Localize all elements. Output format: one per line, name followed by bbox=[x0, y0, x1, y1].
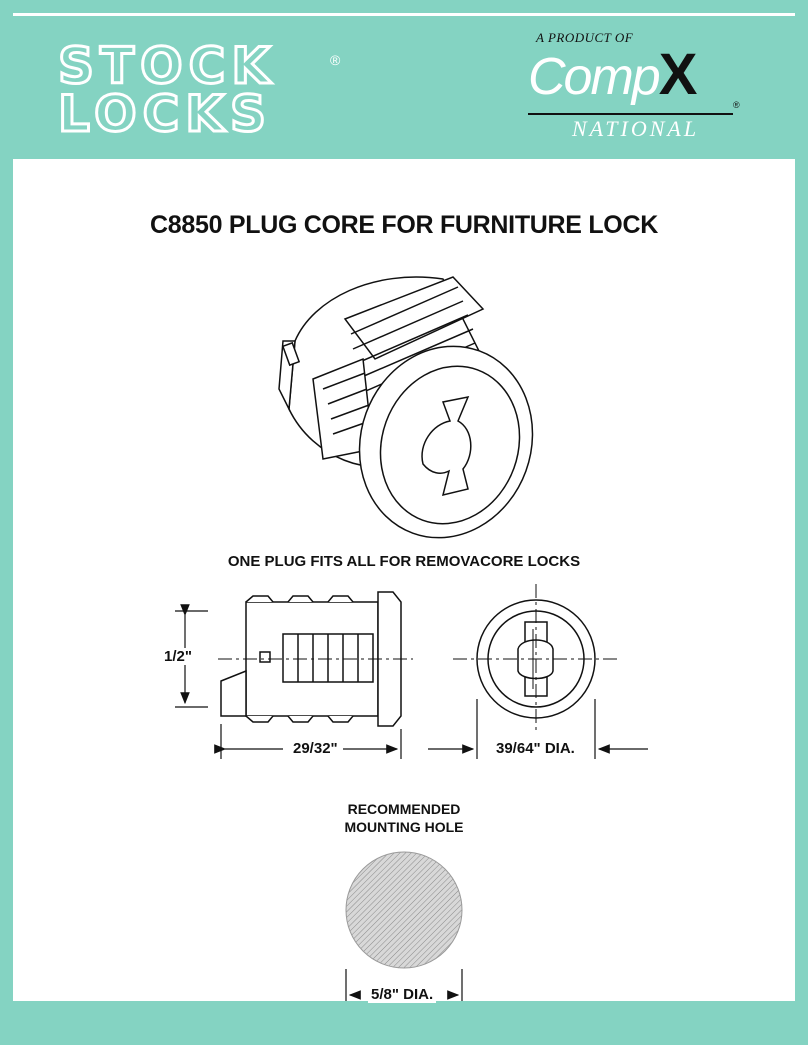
technical-drawing bbox=[13, 159, 795, 1001]
compx-logo bbox=[528, 42, 696, 107]
compx-underline bbox=[528, 113, 733, 115]
section-subtitle: ONE PLUG FITS ALL FOR REMOVACORE LOCKS bbox=[227, 553, 581, 570]
header-top-rule bbox=[13, 13, 795, 16]
product-of-tagline: A PRODUCT OF bbox=[536, 30, 634, 45]
side-view bbox=[218, 592, 413, 726]
mounting-hole-caption-line-1: RECOMMENDED bbox=[347, 801, 461, 817]
brand-registered-mark: ® bbox=[330, 52, 341, 68]
mounting-hole-caption bbox=[304, 800, 504, 836]
length-dimension-label: 29/32" bbox=[290, 740, 341, 757]
height-dimension-label: 1/2" bbox=[161, 648, 195, 665]
brand-line-1: STOCK bbox=[58, 37, 277, 95]
stock-locks-logo bbox=[58, 37, 358, 143]
page-title: C8850 PLUG CORE FOR FURNITURE LOCK bbox=[150, 211, 658, 239]
national-wordmark: NATIONAL bbox=[572, 116, 700, 141]
end-view bbox=[453, 584, 618, 734]
compx-x: X bbox=[658, 42, 696, 107]
mounting-hole-diagram bbox=[346, 852, 462, 1001]
compx-registered-mark: ® bbox=[733, 100, 740, 110]
hole-diameter-label: 5/8" DIA. bbox=[368, 986, 436, 1003]
mounting-hole-caption-line-2: MOUNTING HOLE bbox=[344, 819, 464, 835]
plug-core-isometric bbox=[279, 277, 559, 562]
header-banner bbox=[0, 0, 808, 160]
brand-line-2: LOCKS bbox=[58, 85, 273, 143]
content-panel bbox=[13, 159, 795, 1001]
diameter-dimension-label: 39/64" DIA. bbox=[493, 740, 578, 757]
compx-comp: Comp bbox=[528, 48, 659, 106]
